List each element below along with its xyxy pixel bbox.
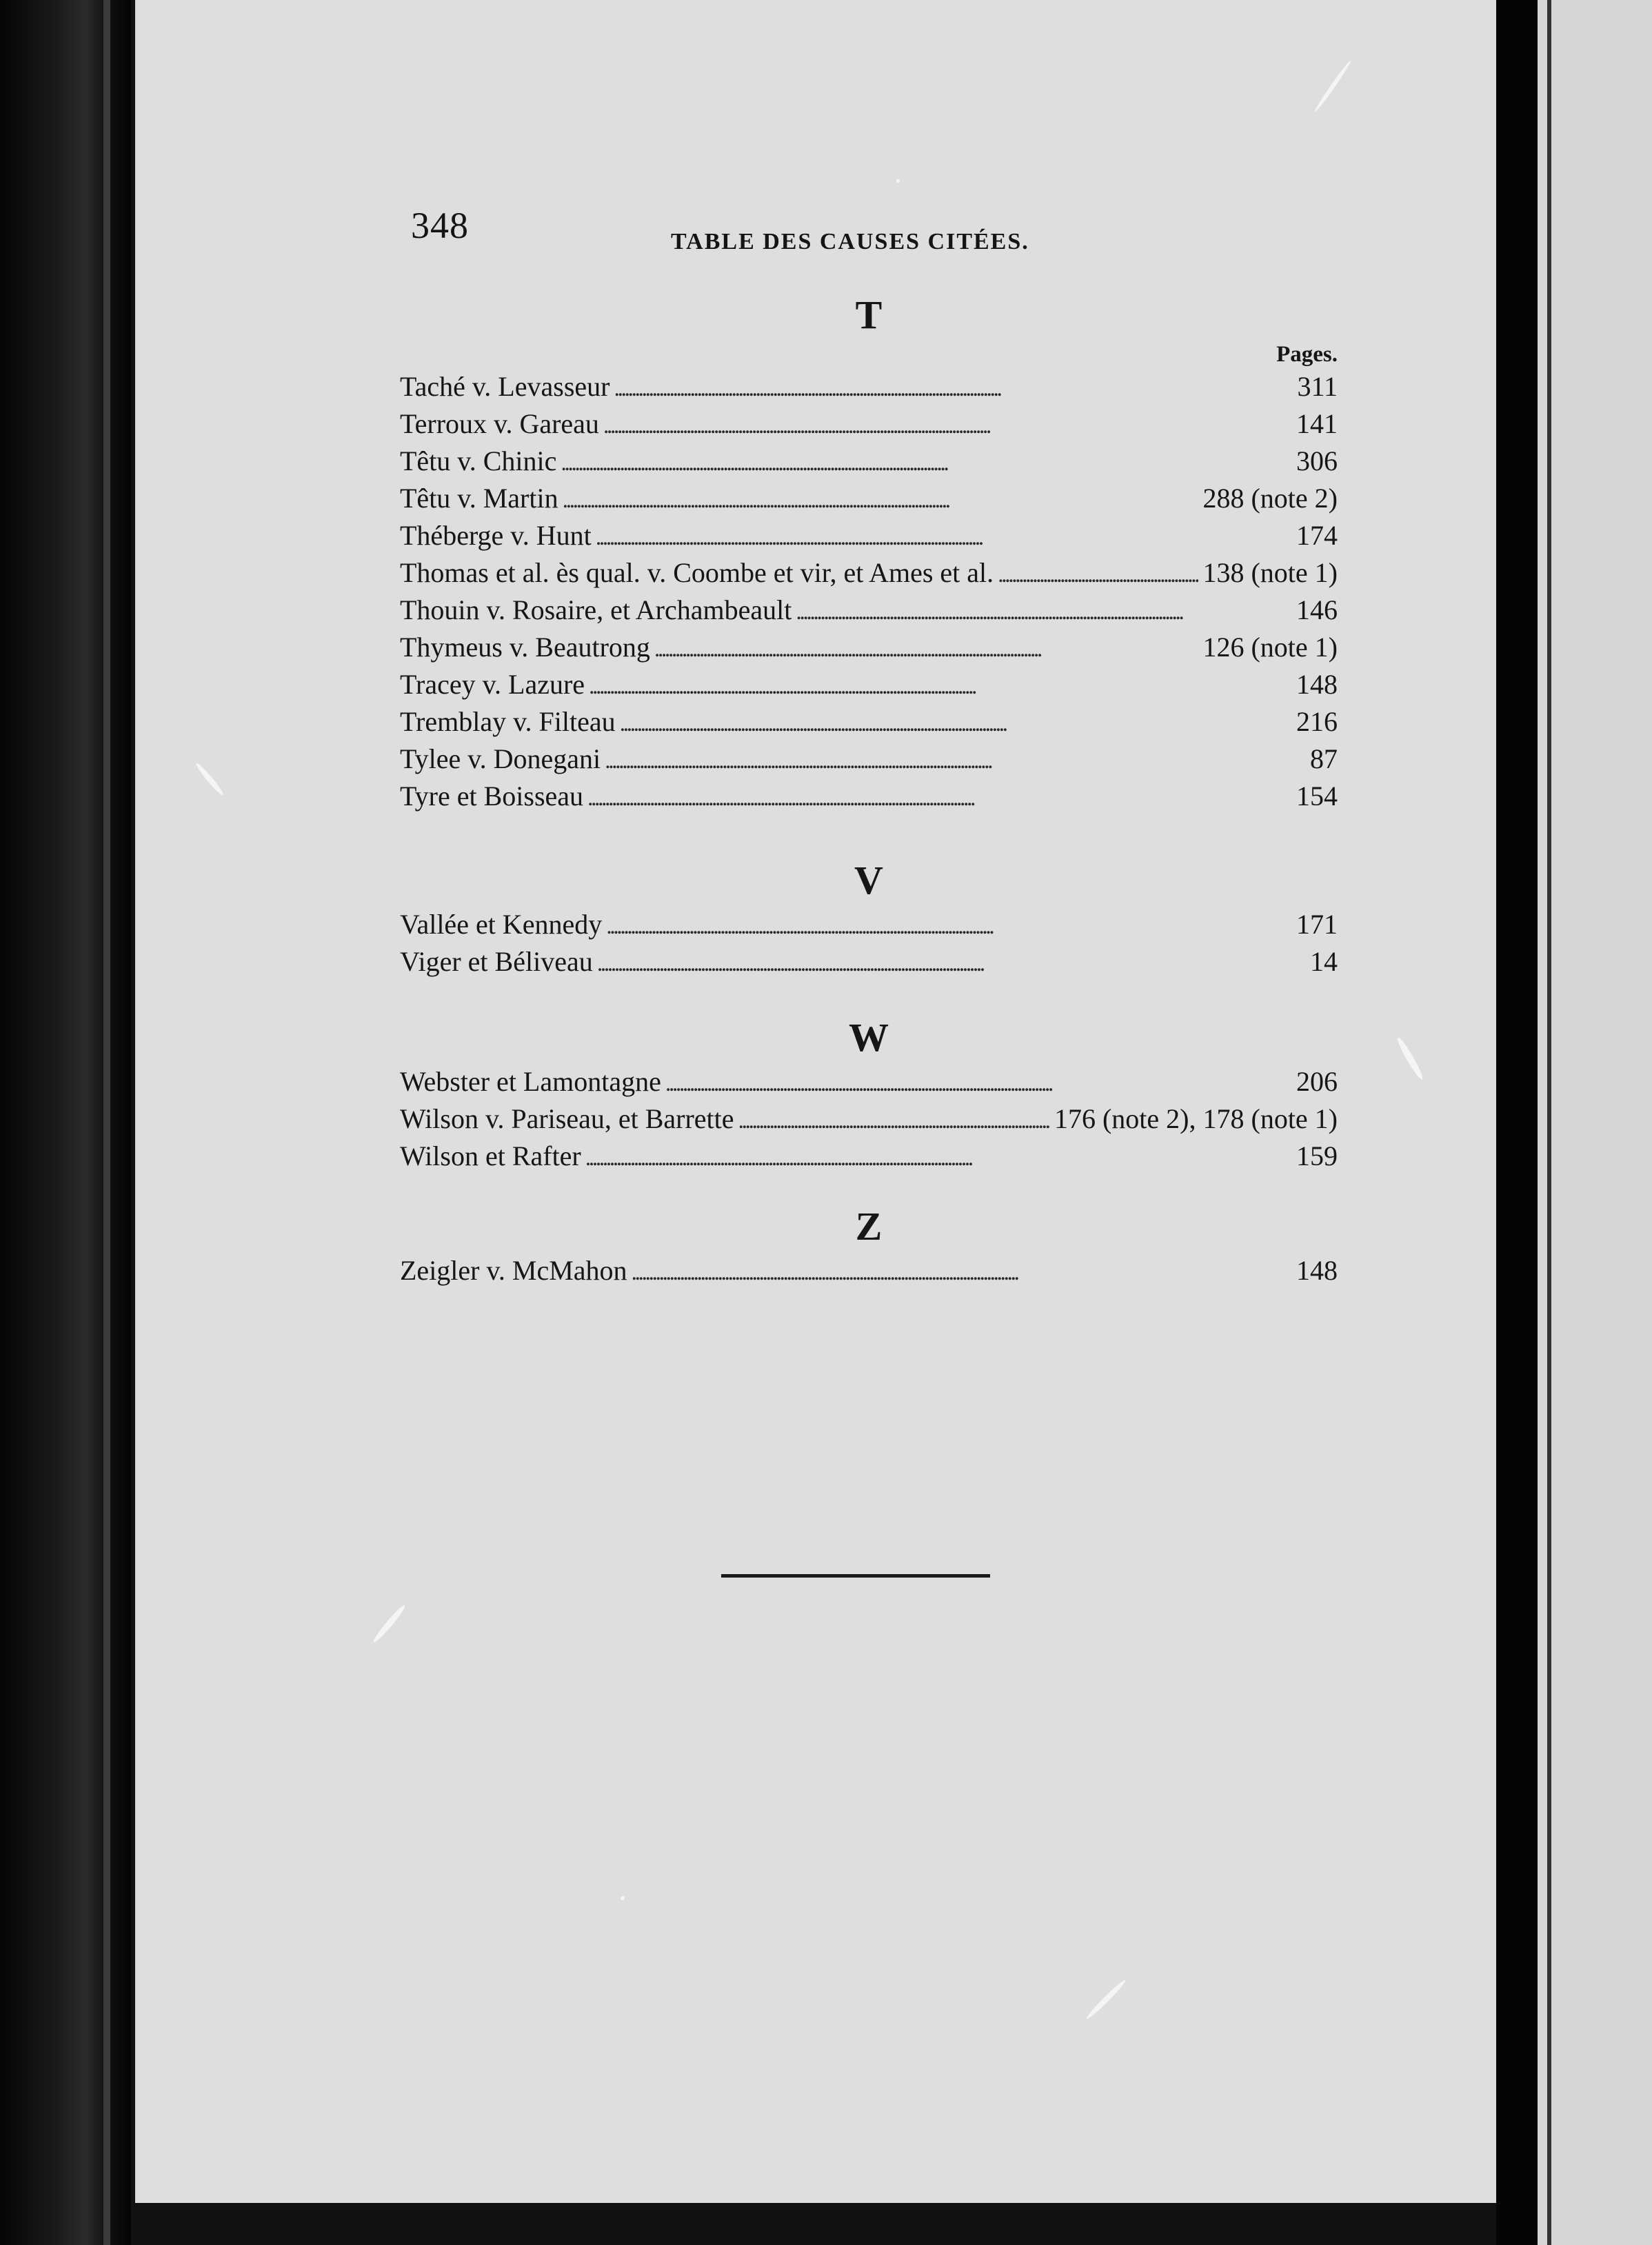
section-heading-v: V (854, 858, 883, 903)
index-entry (400, 906, 1338, 943)
dot-leader (998, 554, 1198, 594)
section-heading-z: Z (855, 1204, 883, 1249)
index-entry (400, 592, 1338, 629)
case-name: Tyre et Boisseau (400, 781, 584, 812)
dot-leader (606, 906, 1292, 945)
dot-leader (589, 666, 1292, 705)
index-entry (400, 666, 1338, 703)
page-reference: 216 (1296, 706, 1338, 737)
page-number: 348 (411, 205, 469, 246)
index-entry (400, 629, 1338, 666)
case-name: Thymeus v. Beautrong (400, 632, 650, 663)
facing-page-edge (1538, 0, 1652, 2245)
case-name: Taché v. Levasseur (400, 371, 610, 402)
index-entry (400, 741, 1338, 778)
index-entry (400, 368, 1338, 405)
page-reference: 146 (1296, 594, 1338, 625)
page-reference: 154 (1296, 781, 1338, 812)
case-name: Wilson et Rafter (400, 1140, 581, 1171)
page-reference: 138 (note 1) (1202, 557, 1338, 588)
page-bottom-edge (131, 2203, 1503, 2245)
page-reference: 14 (1310, 946, 1338, 977)
pages-column-label: Pages. (1276, 342, 1338, 367)
paper-speck (621, 1896, 625, 1900)
page-reference: 288 (note 2) (1202, 483, 1338, 514)
dot-leader (620, 703, 1292, 743)
case-name: Têtu v. Chinic (400, 445, 557, 476)
index-entry (400, 1252, 1338, 1289)
dot-leader (561, 443, 1292, 482)
case-name: Zeigler v. McMahon (400, 1255, 627, 1286)
dot-leader (563, 480, 1199, 519)
index-entry (400, 480, 1338, 517)
index-of-cases (400, 290, 1338, 1289)
case-name: Thomas et al. ès qual. v. Coombe et vir, et Ames et al. (400, 557, 994, 588)
dot-leader (614, 368, 1293, 407)
dot-leader (597, 943, 1306, 983)
dot-leader (738, 1100, 1050, 1140)
dot-leader (603, 405, 1292, 445)
index-entry (400, 1063, 1338, 1100)
running-title: TABLE DES CAUSES CITÉES. (671, 229, 1029, 254)
page-reference: 311 (1297, 371, 1338, 402)
page-reference: 141 (1296, 408, 1338, 439)
index-entry (400, 517, 1338, 554)
index-entry (400, 778, 1338, 815)
case-name: Terroux v. Gareau (400, 408, 599, 439)
index-entry (400, 943, 1338, 980)
section-heading-w: W (849, 1015, 889, 1060)
entry-list-z (400, 1252, 1338, 1289)
facing-page-border (1547, 0, 1551, 2245)
page-reference: 176 (note 2), 178 (note 1) (1054, 1103, 1338, 1134)
index-entry (400, 703, 1338, 741)
page-reference: 171 (1296, 909, 1338, 940)
dot-leader (587, 778, 1292, 817)
dot-leader (654, 629, 1199, 668)
case-name: Thouin v. Rosaire, et Archambeault (400, 594, 792, 625)
page-reference: 174 (1296, 520, 1338, 551)
case-name: Vallée et Kennedy (400, 909, 603, 940)
dot-leader (585, 1138, 1292, 1177)
case-name: Webster et Lamontagne (400, 1066, 661, 1097)
page-reference: 206 (1296, 1066, 1338, 1097)
index-entry (400, 554, 1338, 592)
entry-list-v (400, 906, 1338, 980)
case-name: Théberge v. Hunt (400, 520, 592, 551)
index-entry (400, 443, 1338, 480)
index-entry (400, 1100, 1338, 1138)
dot-leader (596, 517, 1292, 556)
index-entry (400, 405, 1338, 443)
page-reference: 148 (1296, 1255, 1338, 1286)
page-reference: 159 (1296, 1140, 1338, 1171)
page-gutter (1496, 0, 1538, 2245)
case-name: Viger et Béliveau (400, 946, 593, 977)
book-binding-edge (0, 0, 138, 2245)
case-name: Tylee v. Donegani (400, 743, 601, 774)
closing-rule (721, 1574, 990, 1578)
case-name: Wilson v. Pariseau, et Barrette (400, 1103, 734, 1134)
page-reference: 87 (1310, 743, 1338, 774)
case-name: Tremblay v. Filteau (400, 706, 616, 737)
dot-leader (632, 1252, 1292, 1291)
index-entry (400, 1138, 1338, 1175)
dot-leader (605, 741, 1306, 780)
section-heading-t: T (855, 292, 883, 337)
binding-edge-line (103, 0, 110, 2245)
page-reference: 126 (note 1) (1202, 632, 1338, 663)
case-name: Tracey v. Lazure (400, 669, 585, 700)
page-reference: 306 (1296, 445, 1338, 476)
case-name: Têtu v. Martin (400, 483, 558, 514)
entry-list-w (400, 1063, 1338, 1175)
page-header (411, 204, 1376, 259)
paper-speck (896, 179, 900, 183)
page-reference: 148 (1296, 669, 1338, 700)
dot-leader (796, 592, 1292, 631)
entry-list-t (400, 368, 1338, 815)
dot-leader (665, 1063, 1292, 1103)
